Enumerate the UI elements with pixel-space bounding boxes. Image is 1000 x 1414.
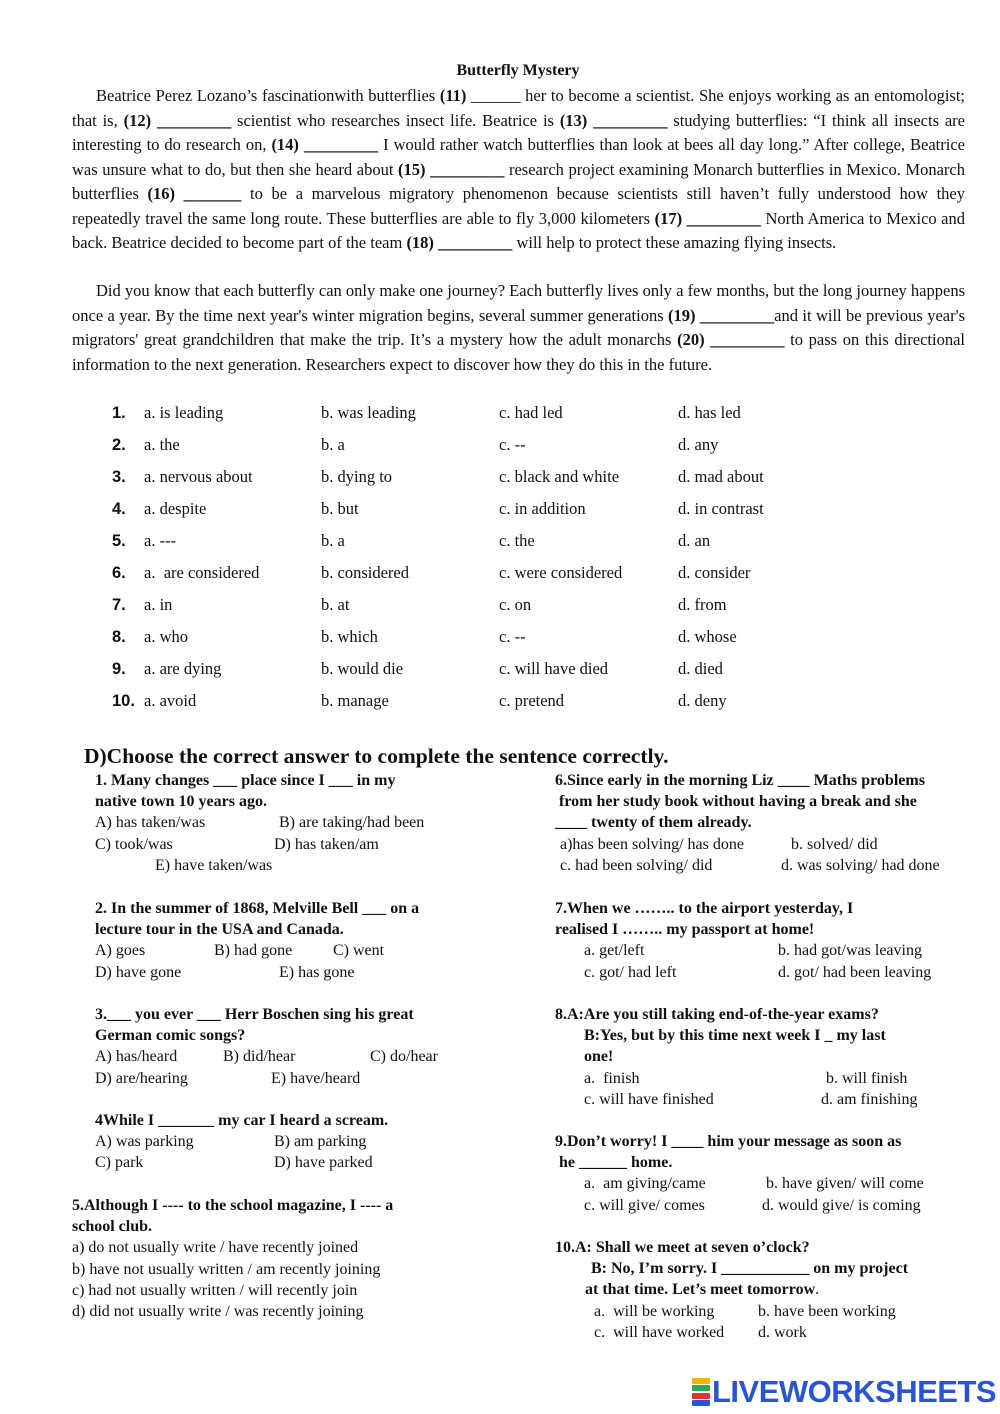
option-a[interactable]: a)has been solving/ has done	[560, 835, 744, 853]
badge-stripe-yellow	[692, 1378, 710, 1384]
badge-stripe-green	[692, 1385, 710, 1391]
option-c[interactable]: c. will have worked	[594, 1323, 725, 1341]
question-4: 4While I _______ my car I heard a scream. A) was parking B) am parking C) park D) have parked	[95, 1110, 495, 1174]
option-e[interactable]: E) has gone	[279, 963, 355, 981]
option-a[interactable]: a) do not usually write / have recently joined	[72, 1239, 359, 1257]
option-d[interactable]: D) have parked	[274, 1154, 373, 1172]
option-e[interactable]: E) have/heard	[271, 1069, 361, 1087]
option-b[interactable]: b. would die	[321, 659, 404, 678]
option-a[interactable]: a. are dying	[144, 659, 222, 678]
option-a[interactable]: a. is leading	[144, 403, 224, 422]
option-a[interactable]: a. get/left	[584, 942, 645, 960]
question-9: 9.Don’t worry! I ____ him your message as soon as he ______ home. a. am giving/came b. have given/ will come c. will give/ comes d. would give/ is coming	[555, 1131, 985, 1216]
option-c[interactable]: c. had led	[499, 403, 563, 422]
option-e[interactable]: E) have taken/was	[155, 856, 273, 874]
liveworksheets-logo	[692, 1374, 996, 1410]
option-d[interactable]: D) are/hearing	[95, 1069, 188, 1087]
option-b[interactable]: b. at	[321, 595, 350, 614]
option-b[interactable]: b. a	[321, 435, 345, 454]
option-c[interactable]: c. in addition	[499, 499, 586, 518]
option-b[interactable]: b. solved/ did	[791, 835, 878, 853]
option-c[interactable]: c. black and white	[499, 467, 620, 486]
passage-paragraph-2: Did you know that each butterfly can only make one journey? Each butterfly lives only a few months, but the long journey happens once a year. By the time next year's winter migration begins, several summer generations (19) _________and it will be previous year's migrators' great grandchildren that make the trip. It’s a mystery how the adult monarchs (20) _________ to pass on this directional information to the next generation. Researchers expect to discover how they do this in the future.	[72, 281, 965, 374]
option-a[interactable]: a. ---	[144, 531, 177, 550]
option-d[interactable]: d. got/ had been leaving	[778, 963, 932, 981]
question-10: 10.A: Shall we meet at seven o’clock? B: No, I’m sorry. I ___________ on my project at that time. Let’s meet tomorrow. a. will be working b. have been working c. will have worked d. work	[555, 1237, 985, 1343]
option-c[interactable]: c. were considered	[499, 563, 623, 582]
option-d[interactable]: d. would give/ is coming	[762, 1196, 921, 1214]
badge-stripe-red	[692, 1393, 710, 1399]
multiple-choice-table	[112, 400, 912, 720]
option-d[interactable]: d. in contrast	[678, 499, 764, 518]
option-c[interactable]: c. will have finished	[584, 1090, 714, 1108]
mcq-row-1: 1. a. is leading b. was leading c. had led d. has led	[112, 400, 912, 432]
mcq-row-9: 9. a. are dying b. would die c. will have died d. died	[112, 656, 912, 688]
option-d[interactable]: D) has taken/am	[274, 835, 379, 853]
option-b[interactable]: b. have given/ will come	[766, 1175, 924, 1193]
option-c[interactable]: C) park	[95, 1154, 144, 1172]
option-b[interactable]: b. but	[321, 499, 359, 518]
mcq-row-3: 3. a. nervous about b. dying to c. black and white d. mad about	[112, 464, 912, 496]
option-a[interactable]: a. despite	[144, 499, 207, 518]
option-d[interactable]: d. from	[678, 595, 727, 614]
mcq-row-7: 7. a. in b. at c. on d. from	[112, 592, 912, 624]
option-d[interactable]: d. an	[678, 531, 711, 550]
mcq-row-6: 6. a. are considered b. considered c. were considered d. consider	[112, 560, 912, 592]
option-d[interactable]: d. has led	[678, 403, 741, 422]
mcq-row-8: 8. a. who b. which c. -- d. whose	[112, 624, 912, 656]
option-b[interactable]: B) did/hear	[223, 1048, 296, 1066]
option-d[interactable]: d. work	[758, 1323, 807, 1341]
option-b[interactable]: B) had gone	[214, 942, 293, 960]
option-d[interactable]: d. whose	[678, 627, 737, 646]
option-b[interactable]: b. manage	[321, 691, 389, 710]
option-b[interactable]: b. will finish	[826, 1069, 908, 1087]
option-a[interactable]: a. who	[144, 627, 188, 646]
option-a[interactable]: A) was parking	[95, 1133, 194, 1151]
option-c[interactable]: C) went	[333, 942, 385, 960]
mcq-row-4: 4. a. despite b. but c. in addition d. in contrast	[112, 496, 912, 528]
option-c[interactable]: c. will have died	[499, 659, 609, 678]
option-a[interactable]: A) has/heard	[95, 1048, 178, 1066]
option-b[interactable]: b) have not usually written / am recently joining	[72, 1260, 381, 1278]
option-b[interactable]: b. have been working	[758, 1302, 896, 1320]
liveworksheets-badge-icon	[692, 1378, 710, 1406]
option-c[interactable]: c. will give/ comes	[584, 1196, 705, 1214]
question-1: 1. Many changes ___ place since I ___ in my native town 10 years ago. A) has taken/was B) are taking/had been C) took/was D) has taken/am E) have taken/was	[95, 770, 495, 876]
passage-paragraph-1: Beatrice Perez Lozano’s fascinationwith butterflies (11) ______ her to become a scientist. She enjoys working as an entomologist; that is, (12) _________ scientist who researches insect life. Beatrice is (13) _________ studying butterflies: “I think all insects are interesting to do research on, (14) _________ I would rather watch butterflies than look at bees all day long.” After college, Beatrice was unsure what to do, but then she heard about (15) _________ research project examining Monarch butterflies in Mexico. Monarch butterflies (16) _______ to be a marvelous migratory phenomenon because scientists still haven’t fully understood how they repeatedly travel the same long route. These butterflies are able to fly 3,000 kilometers (17) _________ North America to Mexico and back. Beatrice decided to become part of the team (18) _________ will help to protect these amazing flying insects.	[72, 86, 966, 252]
option-c[interactable]: c. --	[499, 627, 526, 646]
option-c[interactable]: c. on	[499, 595, 532, 614]
option-b[interactable]: b. dying to	[321, 467, 393, 486]
option-b[interactable]: b. had got/was leaving	[778, 942, 922, 960]
option-a[interactable]: a. will be working	[594, 1302, 715, 1320]
option-b[interactable]: b. a	[321, 531, 345, 550]
option-a[interactable]: a. finish	[584, 1069, 640, 1087]
option-b[interactable]: B) are taking/had been	[279, 814, 425, 832]
mcq-row-5: 5. a. --- b. a c. the d. an	[112, 528, 912, 560]
option-a[interactable]: A) goes	[95, 942, 146, 960]
option-d[interactable]: d. any	[678, 435, 719, 454]
option-a[interactable]: A) has taken/was	[95, 814, 206, 832]
section-d-heading: D)Choose the correct answer to complete the sentence correctly.	[84, 744, 669, 768]
mcq-row-2: 2. a. the b. a c. -- d. any	[112, 432, 912, 464]
option-a[interactable]: a. am giving/came	[584, 1175, 706, 1193]
question-5: 5.Although I ---- to the school magazine, I ---- a school club. a) do not usually write / have recently joined b) have not usually written / am recently joining c) had not usually written / will recently join d) did not usually write / was recently joining	[72, 1195, 492, 1322]
option-d[interactable]: d. am finishing	[821, 1090, 918, 1108]
question-7: 7.When we …….. to the airport yesterday, I realised I …….. my passport at home! a. get/left b. had got/was leaving c. got/ had left d. got/ had been leaving	[555, 898, 985, 983]
option-a[interactable]: a. the	[144, 435, 180, 454]
option-d[interactable]: D) have gone	[95, 963, 182, 981]
question-2: 2. In the summer of 1868, Melville Bell ___ on a lecture tour in the USA and Canada. A) goes B) had gone C) went D) have gone E) has gone	[95, 898, 495, 983]
option-a[interactable]: a. in	[144, 595, 173, 614]
option-a[interactable]: a. are considered	[144, 563, 260, 582]
mcq-row-10: 10. a. avoid b. manage c. pretend d. deny	[112, 688, 912, 720]
page-title: Butterfly Mystery	[456, 62, 580, 79]
option-c[interactable]: c) had not usually written / will recently join	[72, 1281, 358, 1299]
option-d[interactable]: d. was solving/ had done	[781, 856, 940, 874]
option-c[interactable]: c. pretend	[499, 691, 565, 710]
option-c[interactable]: C) took/was	[95, 835, 173, 853]
option-c[interactable]: c. --	[499, 435, 526, 454]
option-a[interactable]: a. nervous about	[144, 467, 253, 486]
option-c[interactable]: c. got/ had left	[584, 963, 677, 981]
option-d[interactable]: d. mad about	[678, 467, 764, 486]
option-b[interactable]: B) am parking	[274, 1133, 367, 1151]
option-c[interactable]: C) do/hear	[370, 1048, 438, 1066]
option-d[interactable]: d) did not usually write / was recently joining	[72, 1302, 364, 1320]
logo-text: LIVEWORKSHEETS	[712, 1374, 997, 1409]
option-b[interactable]: b. considered	[321, 563, 409, 582]
badge-stripe-blue	[692, 1400, 710, 1406]
question-3: 3.___ you ever ___ Herr Boschen sing his great German comic songs? A) has/heard B) did/hear C) do/hear D) are/hearing E) have/heard	[95, 1004, 495, 1089]
option-d[interactable]: d. died	[678, 659, 723, 678]
option-b[interactable]: b. was leading	[321, 403, 416, 422]
question-8: 8.A:Are you still taking end-of-the-year exams? B:Yes, but by this time next week I _ my last one! a. finish b. will finish c. will have finished d. am finishing	[555, 1004, 985, 1110]
question-6: 6.Since early in the morning Liz ____ Maths problems from her study book without having a break and she ____ twenty of them already. a)has been solving/ has done b. solved/ did c. had been solving/ did d. was solving/ had done	[555, 770, 985, 876]
option-d[interactable]: d. deny	[678, 691, 727, 710]
option-c[interactable]: c. the	[499, 531, 535, 550]
option-c[interactable]: c. had been solving/ did	[560, 856, 713, 874]
option-b[interactable]: b. which	[321, 627, 378, 646]
option-a[interactable]: a. avoid	[144, 691, 197, 710]
option-d[interactable]: d. consider	[678, 563, 751, 582]
